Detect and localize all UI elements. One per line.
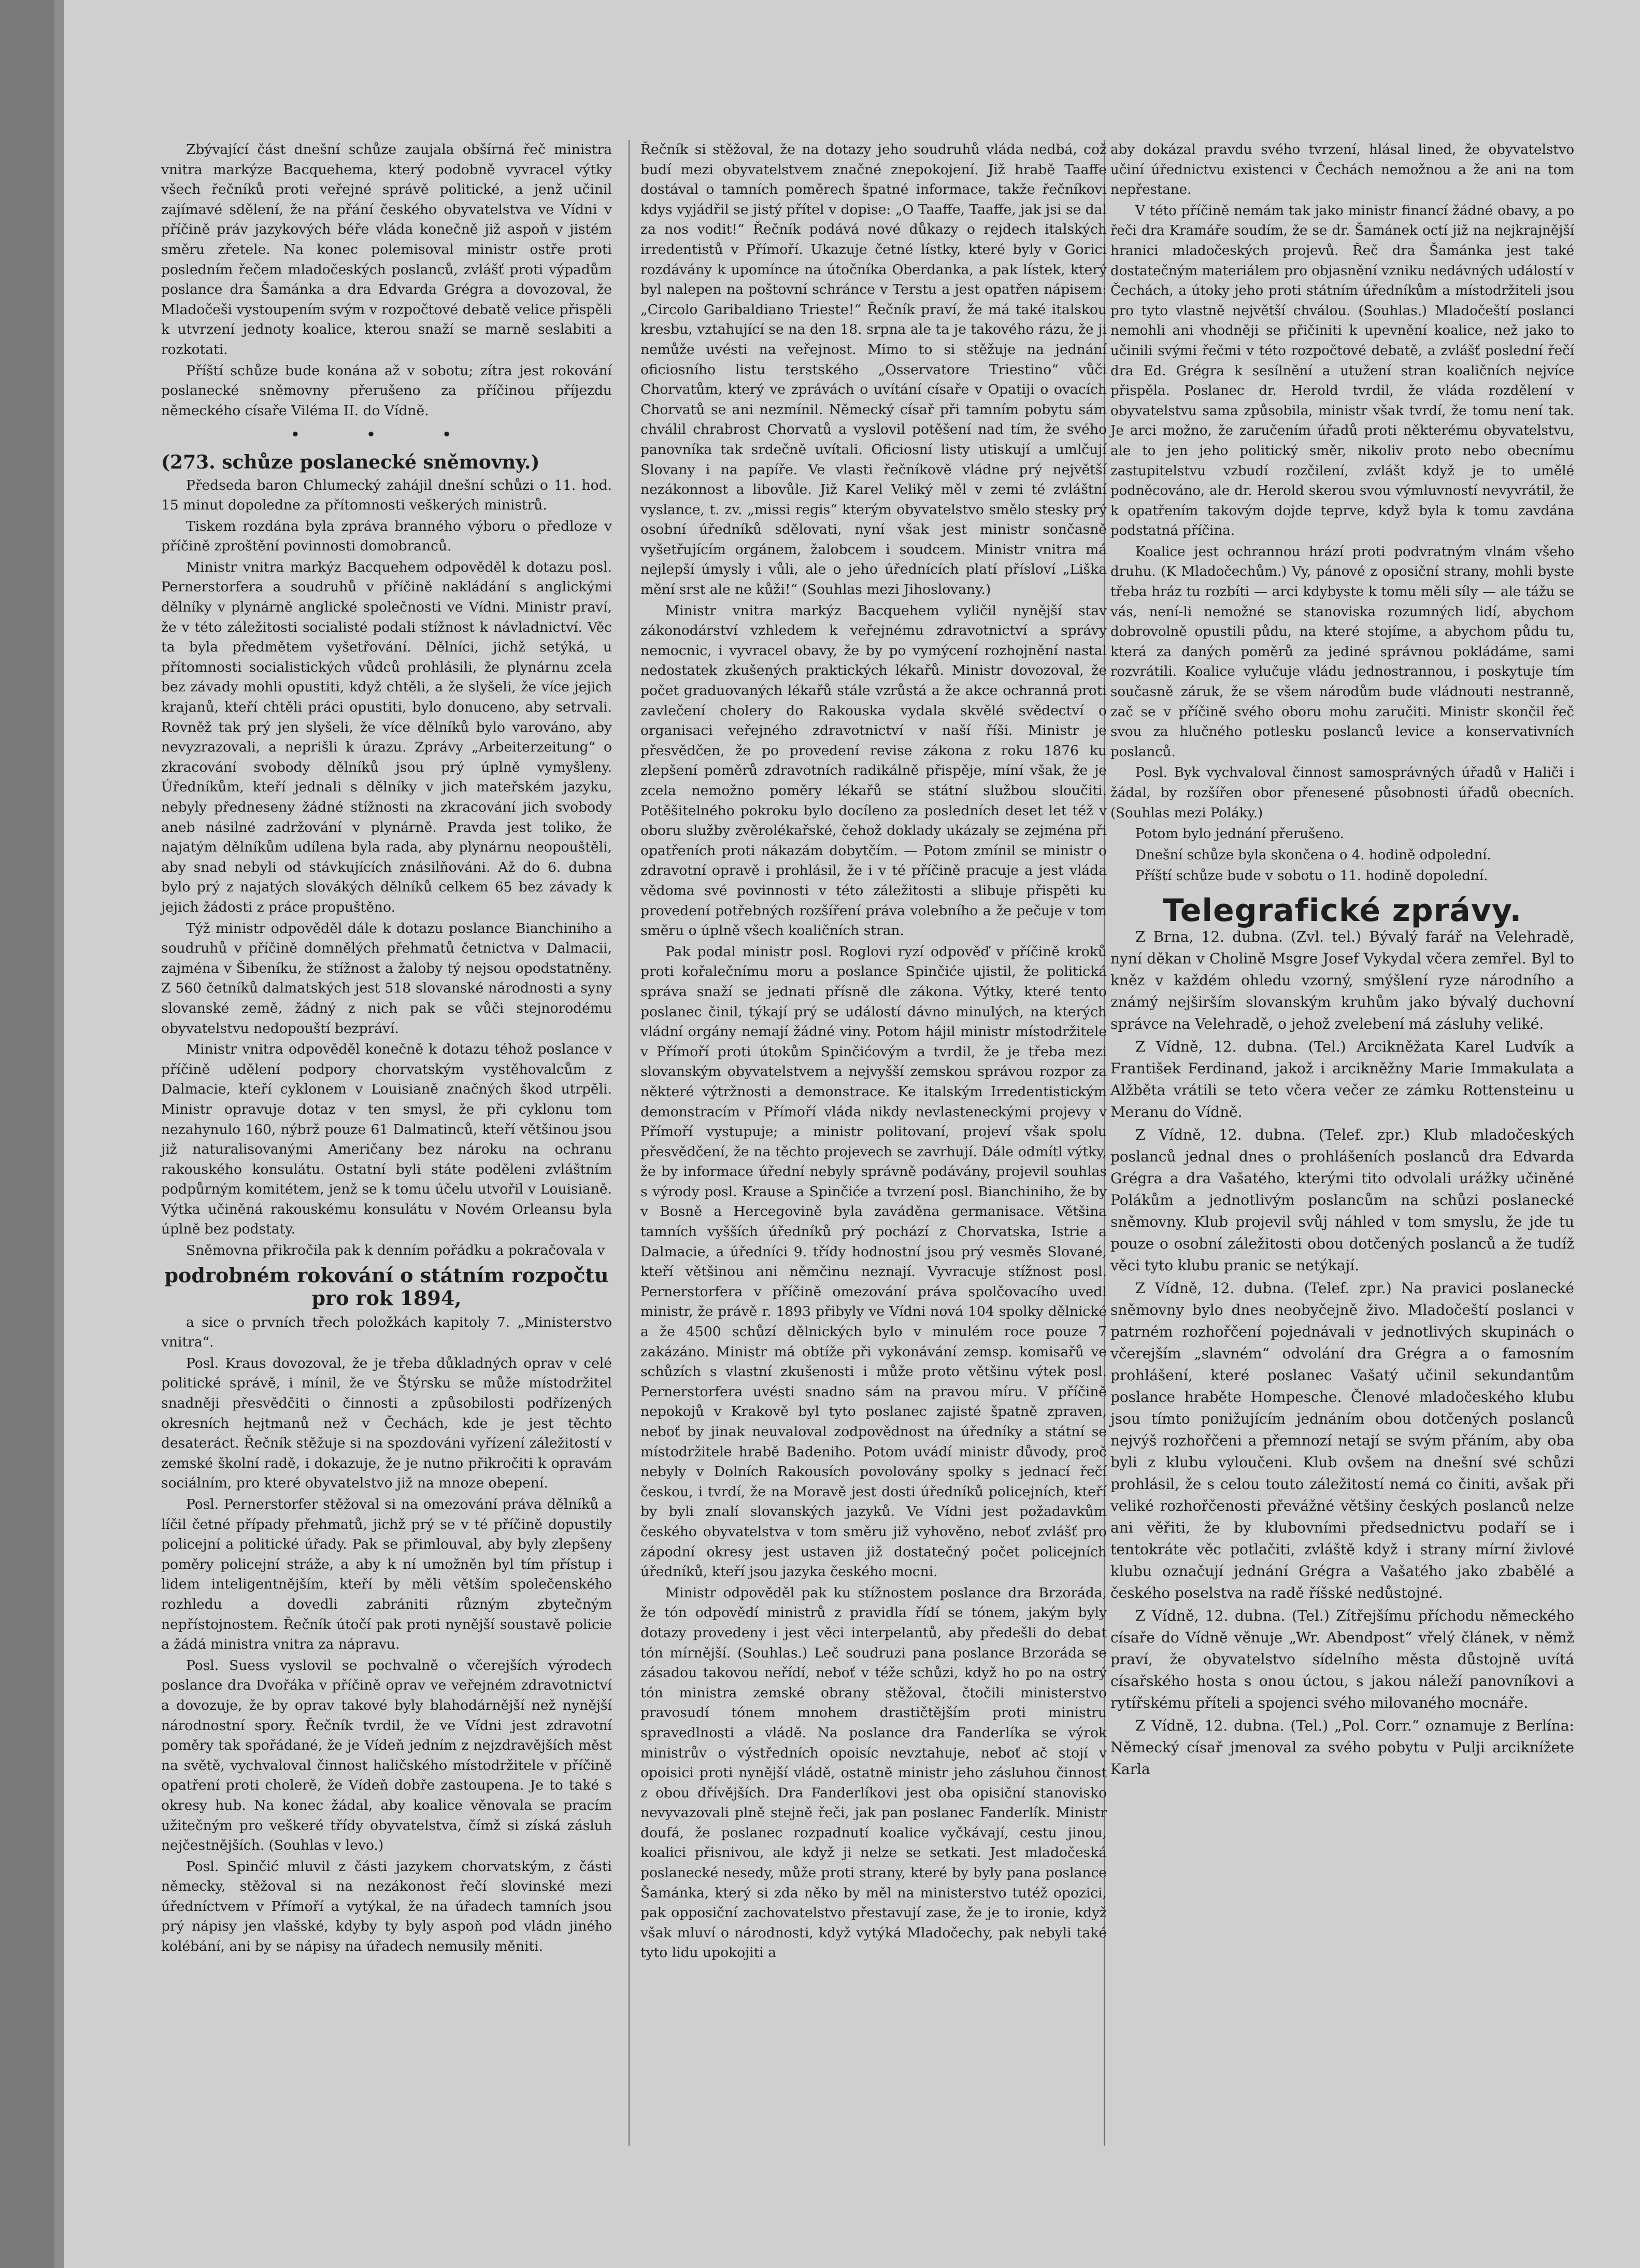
paragraph: Ministr odpověděl pak ku stížnostem poslance dra Brzoráda, že tón odpovědí ministrů z pravidla řídí se tónem, jakým byly dotazy provedeny i jest věci interpelantů, aby předešli do debat tón mírnější. (Souhlas.) Leč soudruzi pana poslance Brzoráda se zásadou takovou neřídí, neboť v téže schůzi, když ho po na ostrý tón ministra zemské obrany stěžoval, čtočili ministerstvo pravosudí tónem mnohem drastičtějším proti ministru spravedlnosti a vládě. Na poslance dra Fanderlíka se výrok ministrův o výstředních opoisíc nevztahuje, neboť ač stojí v opoisici proti nynější vládě, ostatně ministr jeho zásluhou činnost z obou dřívějších. Dra Fanderlíkovi jest oba opisiční stanovisko nevyvazovali plně stejně řeči, jak pan poslanec Fanderlík. Ministr doufá, že poslanec rozpadnutí koalice vyčkávají, cestu jinou, koalici přisnivou, ale když ji nelze se setkati. Jest mladočeská poslanecké nesedy, může proti strany, které by byly pana poslance Šamánka, který si zda něko by měl na ministerstvo tutéž opozici, pak opposiční zachovatelstvo přestavují zase, že je to ironie, když však mluví o národnosti, když vytýká Mladočechy, pak nebyli také tyto lidu upokojiti a bbox=[640, 1584, 1107, 1961]
column-3 bbox=[1110, 140, 1574, 1780]
paragraph: Potom bylo jednání přerušeno. bbox=[1135, 826, 1344, 842]
paragraph: Ministr vnitra odpověděl konečně k dotazu téhož poslance v příčině udělení podpory chorvatským vystěhovalcům z Dalmacie, kteří cyklonem v Louisianě značných škod utrpěli. Ministr opravuje dotaz v ten smysl, že při cyklonu tom nezahynulo 160, nýbrž pouze 61 Dalmatinců, kteří většinou jsou již naturalisovanými Američany bez nároku na ochranu rakouského konsulátu. Ostatní byli státe poděleni zvláštním podpůrným komitétem, jenž se k tomu účelu utvořil v Louisianě. Výtka učiněná rakouskému konsulátu v Novém Orleansu byla úplně bez podstaty. bbox=[161, 1041, 612, 1238]
telegram: Z Vídně, 12. dubna. (Tel.) „Pol. Corr.“ oznamuje z Berlína: Německý císař jmenoval za svého pobytu v Pulji arciknížete Karla bbox=[1110, 1717, 1574, 1778]
paragraph: aby dokázal pravdu svého tvrzení, hlásal lined, že obyvatelstvo učiní úřednictvu existenci v Čechách nemožnou a že ani na tom nepřestane. bbox=[1110, 142, 1574, 198]
session-heading: (273. schůze poslanecké sněmovny.) bbox=[161, 451, 540, 473]
paragraph: Příští schůze bude v sobotu o 11. hodině dopolední. bbox=[1135, 868, 1488, 884]
paragraph: Zbývající část dnešní schůze zaujala obšírná řeč ministra vnitra markýze Bacquehema, který podobně vyvracel výtky všech řečníků proti veřejné správě politické, a jenž učinil zajímavé sdělení, že na přání českého obyvatelstva ve Vídni v příčině práv jazykových béře vláda konečně již aspoň v jistém směru zřetele. Na konec polemisoval ministr ostře proti posledním řečem mladočeských poslanců, zvlášť proti výpadům poslance dra Šamánka a dra Edvarda Grégra a dovozoval, že Mladočeši vystoupením svým v rozpočtové debatě velice přispěli k utvrzení jednoty koalice, kterou snaží se marně seslabiti a rozkotati. bbox=[161, 141, 612, 358]
column-1 bbox=[161, 140, 612, 1957]
newspaper-page bbox=[54, 0, 1640, 2268]
paragraph: Příští schůze bude konána až v sobotu; zítra jest rokování poslanecké sněmovny přerušeno za příčinou příjezdu německého císaře Viléma II. do Vídně. bbox=[161, 362, 612, 419]
paragraph: Týž ministr odpověděl dále k dotazu poslance Bianchiniho a soudruhů v příčině domnělých přehmatů četnictva v Dalmacii, zajména v Šibeníku, že stížnost a žaloby tý nejsou opodstatněny. Z 560 četníků dalmatských jest 518 slovanské národnosti a syny slovanské země, žádný z nich pak se vůči stejnorodému obyvatelstvu nedopouští bezpráví. bbox=[161, 920, 612, 1037]
telegraph-heading: Telegrafické zprávy. bbox=[1162, 892, 1522, 929]
paragraph: a sice o prvních třech položkách kapitoly 7. „Ministerstvo vnitra“. bbox=[161, 1314, 612, 1351]
paragraph: Předseda baron Chlumecký zahájil dnešní schůzi o 11. hod. 15 minut dopoledne za přítomnosti veškerých ministrů. bbox=[161, 477, 612, 514]
paragraph: Koalice jest ochrannou hrází proti podvratným vlnám všeho druhu. (K Mladočechům.) Vy, pánové z oposiční strany, mohli byste třeba hráz tu rozbíti — arci kdybyste k tomu měli síly — ale tážu se vás, není-li nemožné se stanoviska rozumných lidí, abychom dobrovolně opustili půdu, na které stojíme, a abychom půdu tu, která za daných poměrů za jediné správnou pokládáme, sami rozvrátili. Koalice vylučuje vládu jednostrannou, i poskytuje tím současně záruk, že se všem národům bude vládnouti nestranně, zač se v příčině svého oboru mohu zaručiti. Ministr skončil řeč svou za hlučného potlesku poslanců levice a konservativních poslanců. bbox=[1110, 544, 1574, 760]
telegram: Z Brna, 12. dubna. (Zvl. tel.) Bývalý farář na Velehradě, nyní děkan v Cholině Msgre Josef Vykydal včera zemřel. Byl to kněz v každém ohledu vzorný, smýšlení ryze národního a známý nejširším slovanským kruhům jako bývalý duchovní správce na Velehradě, o jehož zvelebení má zásluhy veliké. bbox=[1110, 928, 1574, 1032]
paragraph: Řečník si stěžoval, že na dotazy jeho soudruhů vláda nedbá, což budí mezi obyvatelstvem značné znepokojení. Již hrabě Taaffe dostával o tamních poměrech špatné informace, takže řečníkovi kdys vyjádřil se jistý přítel v dopise: „O Taaffe, Taaffe, jak jsi se dal za nos vodit!“ Řečník podává nové důkazy o rejdech italských irredentistů v Přímoří. Ukazuje četné lístky, které byly v Gorici rozdávány k upomínce na útočníka Oberdanka, a pak lístek, který byl nalepen na poštovní schránce v Terstu a jest opatřen nápisem: „Circolo Garibaldiano Trieste!“ Řečník praví, že má také italskou kresbu, vztahující se na den 18. srpna ale ta je takového rázu, že ji nemůže uvésti na veřejnost. Mimo to si stěžuje na jednání oficiosního listu terstského „Osservatore Triestino“ vůči Chorvatům, který ve zprávách o uvítání císaře v Opatiji o ovacích Chorvatů se ani nezmínil. Německý císař při tamním pobytu sám chválil chrabrost Chorvatů a vyslovil potěšení nad tím, že svého panovníka tak srdečně uvítali. Oficiosní listy utiskují a umlčují Slovany i na papíře. Ve vlasti řečníkově vládne prý největší nezákonnost a libovůle. Již Karel Veliký měl v zemi té zvláštní vyslance, t. zv. „missi regis“ kterým obyvatelstvo smělo stesky prý osobní úředníků sdělovati, nyní však jest ministr sončasně vyšetřujícím orgánem, žalobcem i soudcem. Ministr vnitra má nejlepší úmysly i vůli, ale o jeho úřednících platí přísloví „Liška mění srst ale ne kůži!“ (Souhlas mezi Jihoslovany.) bbox=[640, 141, 1107, 598]
paragraph: Ministr vnitra markýz Bacquehem vyličil nynější stav zákonodárství vzhledem k veřejnému zdravotnictví a správy nemocnic, i vyvracel obavy, že by po vymýcení rozhojnění nastal nedostatek zkušených praktických lékařů. Ministr dovozoval, že počet graduovaných lékařů stále vzrůstá a že akce ochranná proti zavlečení cholery do Rakouska vydala skvělé svědectví o organisaci veřejného zdravotnictví v naší říši. Ministr je přesvědčen, že po provedení revise zákona z roku 1876 ku zlepšení poměrů zdravotních radikálně přispěje, míní však, že je zcela nemožno poměry lékařů se státní službou sloučiti. Potěšitelného pokroku bylo docíleno za posledních deset let též v oboru služby zvěrolékařské, čehož doklady ukázaly se zejména při opatřeních proti nákazám dobytčím. — Potom zmínil se ministr o zdravotní opravě i prohlásil, že i v té příčině pracuje a jest vláda vědoma své povinnosti v této záležitosti a slibuje přispěti ku provedení potřebných rozšíření práva volebního a že pečuje v tom směru o úplně všech koaličních stran. bbox=[640, 602, 1107, 939]
paragraph: Posl. Kraus dovozoval, že je třeba důkladných oprav v celé politické správě, i mínil, že ve Štýrsku se může místodržitel snadněji přesvědčiti o činnosti a způsobilosti podřízených okresních hejtmanů než v Čechách, kde je jest těchto desateráct. Řečník stěžuje si na spozdováni vyřízení záležitostí v zemské školní radě, i dokazuje, že je nutno přikročiti k opravám sociálním, pro které obyvatelstvo již na mnoze obepení. bbox=[161, 1355, 612, 1492]
paragraph: Tiskem rozdána byla zpráva branného výboru o předloze v příčině zproštění povinnosti domobranců. bbox=[161, 518, 612, 555]
section-divider: • • • bbox=[291, 427, 482, 443]
budget-heading: podrobném rokování o státním rozpočtu pro rok 1894, bbox=[164, 1263, 609, 1310]
paragraph: Dnešní schůze byla skončena o 4. hodině odpolední. bbox=[1135, 847, 1491, 863]
column-separator bbox=[629, 140, 630, 2146]
paragraph: Sněmovna přikročila pak k denním pořádku a pokračovala v bbox=[186, 1242, 605, 1259]
paragraph: V této příčině nemám tak jako ministr financí žádné obavy, a po řeči dra Kramáře soudím, že se dr. Šamánek octí již na nejkrajnější hranici mladočeských projevů. Řeč dra Šamánka jest také dostatečným materiálem pro objasnění vzniku nedávných událostí v Čechách, a útoky jeho proti státním úředníkům a místodržiteli jsou pro tyto vlastně největší chválou. (Souhlas.) Mladočeští poslanci nemohli ani vhodněji se přičiniti k upevnění koalice, než jako to učinili svými řečmi v této rozpočtové debatě, a zvlášť poslední řečí dra Ed. Grégra k sesílnění a utužení stran koaličních nejvíce přispěla. Poslanec dr. Herold tvrdil, že vláda rozdělení v obyvatelstvu sama způsobila, ministr však tvrdí, že tomu není tak. Je arci možno, že zaručením úřadů proti některému obyvatelstvu, ale to jen jeho politický směr, nikoliv proto nebo obecnímu zastupitelstvu vzbudí rozčilení, zvlášt když je to umělé podněcováno, ale dr. Herold skerou svou výmluvností nevyvrátil, že k opatřením takovým dojde teprve, když byla k tomu zavdána podstatná příčina. bbox=[1110, 203, 1574, 539]
telegram: Z Vídně, 12. dubna. (Tel.) Arcikněžata Karel Ludvík a František Ferdinand, jakož i arcikněžny Marie Immakulata a Alžběta vrátili se teto včera večer ze zámku Rottensteinu u Meranu do Vídně. bbox=[1110, 1038, 1574, 1121]
paragraph: Posl. Spinčić mluvil z části jazykem chorvatským, z části německy, stěžoval si na nezákonost řečí slovinské mezi úředníctvem v Přímoří a vytýkal, že na úřadech tamních jsou prý nápisy jen vlašské, kdyby ty byly aspoň pod vládn jiného kolébání, ani by se nápisy na úřadech nemusily měniti. bbox=[161, 1858, 612, 1955]
paragraph: Ministr vnitra markýz Bacquehem odpověděl k dotazu posl. Pernerstorfera a soudruhů v příčině nakládání s anglickými dělníky v plynárně anglické společnosti ve Vídni. Ministr praví, že v této záležitosti socialisté podali stížnost k návladnictví. Věc ta byla předmětem vyšetřování. Dělníci, jichž setýká, u přítomnosti socialistických vůdců prohlásili, že plynárnu zcela bez závady mohli opustiti, když chtěli, a že slyšeli, že více jejich krajanů, kteří chtěli práci opustiti, bylo donuceno, aby setrvali. Rovněž tak prý jen slyšeli, že více dělníků bylo varováno, aby nevyzrazovali, a neprišli k úrazu. Zprávy „Arbeiterzeitung“ o zkracování svobody dělníků jsou prý úplně vymyšleny. Úředníkům, kteří jednali s dělníky v jich mateřském jazyku, nebyly předneseny žádné stížnosti na zkracování jich svobody aneb násilné zadržování v plynárně. Pravda jest toliko, že najatým dělníkům udílena byla rada, aby plynárnu neopouštěli, aby snad nebyli od stávkujících znásilňováni. Až do 6. dubna bylo prý z najatých slovákých dělníků celkem 65 bez závady k jejich žádosti z práce propuštěno. bbox=[161, 559, 612, 915]
telegram: Z Vídně, 12. dubna. (Tel.) Zítřejšímu příchodu německého císaře do Vídně věnuje „Wr. Abendpost“ vřelý článek, v němž praví, že obyvatelstvo sídelního města důstojně uvítá císařského hosta s onou úctou, s jakou náleží panovníkovi a rytířskému příteli a spojenci svého milovaného mocnáře. bbox=[1110, 1607, 1574, 1711]
paragraph: Pak podal ministr posl. Roglovi ryzí odpověď v příčině kroků proti kořalečnímu moru a poslance Spinčiće ujistil, že politická správa snaží se jednati přísně dle zákona. Výtky, které tento poslanec činil, týkají prý se událostí dávno minulých, na kterých vládní orgány nemají žádné viny. Potom hájil ministr místodržitele v Přímoří proti útokům Spinčićovým a tvrdil, že je třeba mezi slovanským obyvatelstvem a nejvyšší zemskou správou rozpor za některé výtržnosti a demonstrace. Ke italským Irredentistickým demonstracím v Přímoří vláda nikdy nevlasteneckými projevy v Přímoří vystupuje; a ministr politovaní, projeví však spolu přesvědčení, že na těchto projevech se zavrhují. Dále odmítl výtky, že by informace úřední nebyly správně podávány, projevil souhlas s výrody posl. Krause a Spinčiće a tvrzení posl. Bianchiniho, že by v Bosně a Hercegovině byla zaváděna germanisace. Většina tamních vyšších úředníků prý pochází z Chorvatska, Istrie a Dalmacie, a úředníci 9. třídy hodnostní jsou prý vesměs Slované, kteří většinou ani němčinu neznají. Vyvracuje stížnost posl. Pernerstorfera v příčině omezování práva spolčovacího uvedl ministr, že právě r. 1893 přibyly ve Vídni nová 104 spolky dělnické a že 4500 schůzí dělnických bylo v minulém roce pouze 7 zakázáno. Ministr má obtíže při vykonávání zemsp. komisařů ve schůzích s vlastní zkušenosti i může proto většinu výtek posl. Pernerstorfera uvésti snadno sám na pravou míru. V příčině nepokojů v Krakově byl tyto poslanec zajisté špatně zpraven, neboť by jinak neuvaloval zodpovědnost na úředníky a státní se místodržitele hrabě Badeniho. Potom uvádí ministr důvody, proč nebyly v Dolních Rakousích povolovány spolky s jednací řečí českou, i tvrdí, že na Moravě jest dosti úředníků policejních, kteří by byli znalí slovanských jazyků. Ve Vídni jest požadavkům českého obyvatelstva v tom směru již vyhověno, neboť zvlášť pro zápodní okresy jest ustaven již dostatečný počet policejních úředníků, kteří jsou jazyka českého mocni. bbox=[640, 943, 1107, 1580]
column-2 bbox=[640, 140, 1107, 1963]
telegram: Z Vídně, 12. dubna. (Telef. zpr.) Klub mladočeských poslanců jednal dnes o prohlášeních poslanců dra Edvarda Grégra a dra Vašatého, kterými tito odvolali urážky učiněné Polákům a jednotlivým poslancům na schůzi poslanecké sněmovny. Klub projevil svůj náhled v tom smyslu, že jde tu pouze o osobní záležitosti obou dotčených poslanců a že tudíž věci tyto klubu pranic se netýkají. bbox=[1110, 1126, 1574, 1274]
paragraph: Posl. Pernerstorfer stěžoval si na omezování práva dělníků a líčil četné případy přehmatů, jichž prý se v té příčině dopustily policejní a politické úřady. Pak se přimlouval, aby byly zlepšeny poměry policejní stráže, a aby k ní umožněn byl tím přístup i lidem inteligentnějším, kteří by měli větším společenského rozhledu a dovedli zabrániti různým zbytečným nepřístojnostem. Řečník útočí pak proti nynější soustavě policie a žádá ministra vnitra za nápravu. bbox=[161, 1496, 612, 1653]
paragraph: Posl. Suess vyslovil se pochvalně o včerejších výrodech poslance dra Dvořáka v příčině oprav ve veřejném zdravotnictví a dovozuje, že by oprav takové byly blahodárnější než nynější národnostní spory. Řečník tvrdil, že ve Vídni jest zdravotní poměry tak spořádané, že je Vídeň jedním z nejzdravějších měst na světě, vychvaloval činnost haličského místodržitele v příčině opatření proti cholerě, že Vídeň dobře zastoupena. Je to také s okresy hub. Na konec žádal, aby koalice věnovala se pracím užitečným pro veškeré třídy obyvatelstva, čímž si získá zásluh nejčestnějších. (Souhlas v levo.) bbox=[161, 1657, 612, 1854]
paragraph: Posl. Byk vychvaloval činnost samosprávných úřadů v Haliči i žádal, by rozšířen obor přenesené působnosti úřadů obecních. (Souhlas mezi Poláky.) bbox=[1110, 765, 1574, 821]
telegram: Z Vídně, 12. dubna. (Telef. zpr.) Na pravici poslanecké sněmovny bylo dnes neobyčejně živo. Mladočeští poslanci v patrném rozhořčení pojednávali v jednotlivých skupinách o včerejším „slavném“ odvolání dra Grégra a o famosním prohlášení, které poslanec Vašatý učinil sekundantům poslance hraběte Hompesche. Členové mladočeského klubu jsou tímto ponižujícím jednáním obou dotčených poslanců nejvýš rozhořčeni a přemnozí netají se svým přáním, aby oba byli z klubu vyloučeni. Klub ovšem na dnešní své schůzi prohlásil, že s celou touto záležitostí nemá co činiti, avšak při veliké rozhořčenosti převážné většiny českých poslanců nelze ani věřiti, že by klubovními předsednictvu podaří se i tentokráte věc potlačiti, zvláště když i strany mírní živlové klubu označují jednání Grégra a Vašatého jako zbabělé a českého poselstva na radě říšské nedůstojné. bbox=[1110, 1279, 1574, 1601]
